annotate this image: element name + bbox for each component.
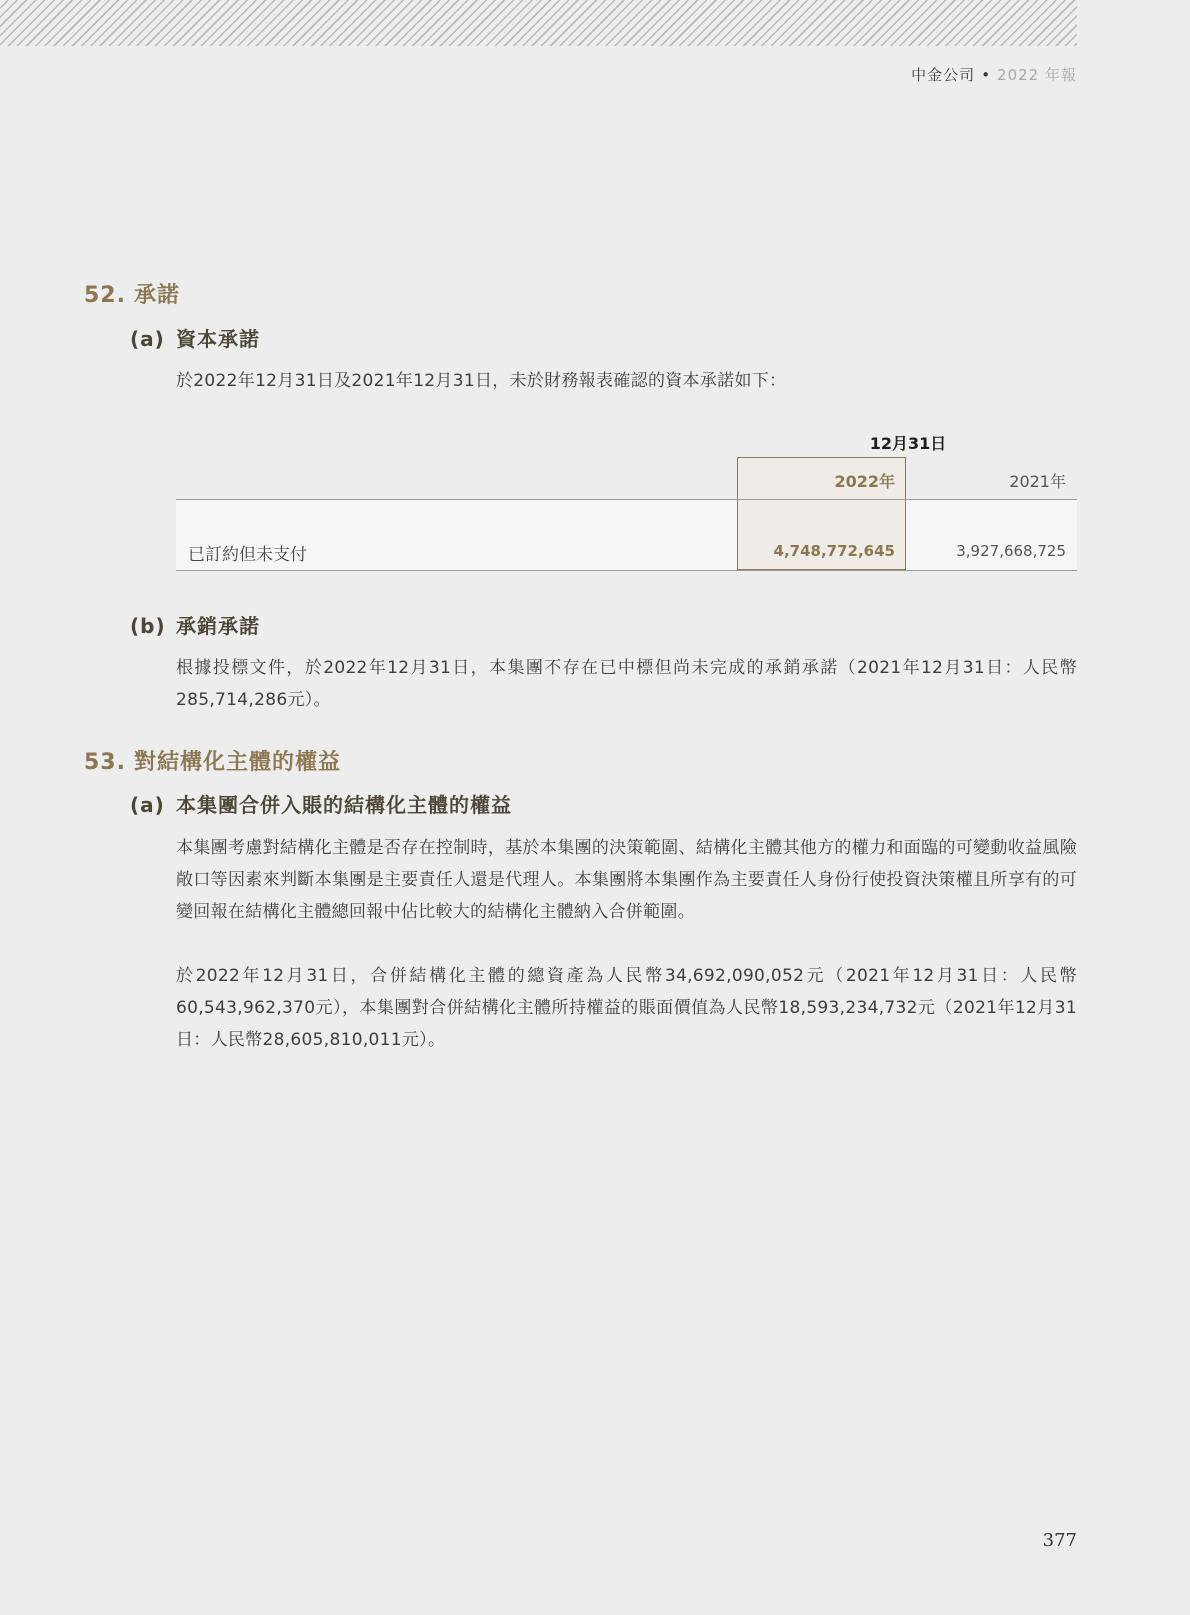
- section-53a-paragraph-1: [176, 832, 1077, 928]
- table-row-value-2022: 4,748,772,645: [773, 542, 895, 560]
- page-number: 377: [1042, 1530, 1077, 1551]
- table-row-value-2021: 3,927,668,725: [956, 542, 1066, 560]
- header-hatch-band: [0, 0, 1077, 46]
- section-52-number: 52.: [84, 283, 126, 308]
- section-52-title: 承諾: [133, 283, 180, 308]
- section-53a-heading: [130, 789, 512, 818]
- section-52b-heading: [130, 610, 260, 639]
- table-col-2022-header: 2022年: [834, 472, 895, 491]
- section-52a-heading: [130, 323, 260, 352]
- running-header: [911, 64, 1077, 85]
- table-row-label: 已訂約但未支付: [188, 545, 307, 565]
- section-52a-intro: [176, 365, 1077, 397]
- section-53-heading: [84, 745, 341, 776]
- header-separator: •: [981, 66, 992, 84]
- section-53a-para2-text: 於2022年12月31日，合併結構化主體的總資產為人民幣34,692,090,052元（2021年12月31日：人民幣60,543,962,370元），本集團對合併結構化主體所持權益的賬面價值為人民幣18,593,234,732元（2021年12月31日：人民幣28,605,810,011元）。: [176, 966, 1077, 1050]
- section-53-number: 53.: [84, 750, 126, 775]
- section-52b-title: 承銷承諾: [176, 614, 260, 638]
- section-52a-title: 資本承諾: [176, 327, 260, 351]
- section-53a-label: (a): [130, 793, 165, 817]
- section-53a-title: 本集團合併入賬的結構化主體的權益: [176, 793, 512, 817]
- section-53a-paragraph-2: [176, 960, 1077, 1056]
- section-52b-label: (b): [130, 614, 166, 638]
- table-col-2021-header: 2021年: [1009, 472, 1066, 491]
- table-row: [176, 499, 1077, 571]
- section-52b-paragraph: [176, 652, 1077, 716]
- section-52a-label: (a): [130, 327, 165, 351]
- section-52b-text: 根據投標文件，於2022年12月31日，本集團不存在已中標但尚未完成的承銷承諾（2021年12月31日：人民幣285,714,286元）。: [176, 658, 1077, 710]
- header-company: 中金公司: [911, 66, 976, 84]
- section-53a-para1-text: 本集團考慮對結構化主體是否存在控制時，基於本集團的決策範圍、結構化主體其他方的權力和面臨的可變動收益風險敞口等因素來判斷本集團是主要責任人還是代理人。本集團將本集團作為主要責任人身份行使投資決策權且所享有的可變回報在結構化主體總回報中佔比較大的結構化主體納入合併範圍。: [176, 838, 1077, 922]
- section-53-title: 對結構化主體的權益: [133, 750, 341, 775]
- section-52a-intro-text: 於2022年12月31日及2021年12月31日，未於財務報表確認的資本承諾如下：: [176, 371, 787, 391]
- header-year: 2022 年報: [997, 66, 1077, 84]
- table-date-header: 12月31日: [869, 434, 947, 453]
- section-52-heading: [84, 278, 180, 309]
